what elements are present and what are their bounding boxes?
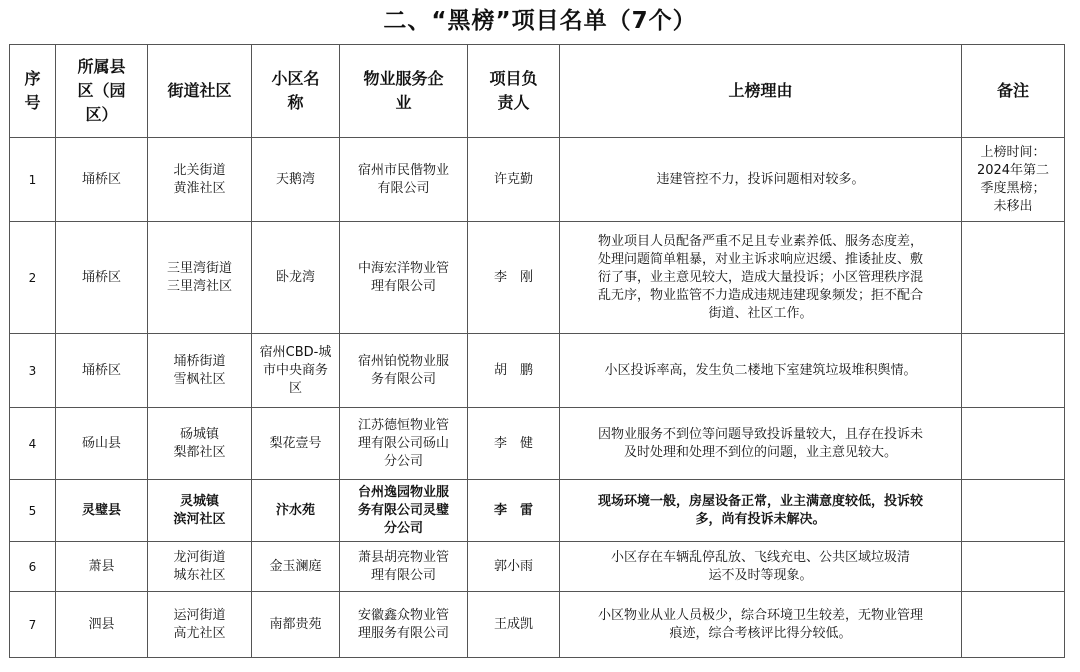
cell-county: 埇桥区	[56, 222, 148, 334]
text-line: 梨都社区	[173, 444, 226, 460]
text-line: 分公司	[383, 520, 423, 536]
cell-street	[148, 222, 252, 334]
text-line: 多，尚有投诉未解决。	[695, 511, 826, 527]
text-line: 季度黑榜；	[980, 180, 1046, 196]
table-row	[10, 592, 1065, 658]
text-line: 责人	[497, 93, 530, 112]
cell-company	[340, 408, 468, 480]
cell-street	[148, 592, 252, 658]
cell-seq: 2	[10, 222, 56, 334]
table-row	[10, 138, 1065, 222]
text-line: 黄淮社区	[173, 180, 226, 196]
text-line: 砀城镇	[179, 426, 219, 442]
cell-remark	[962, 542, 1065, 592]
text-line: 梨花壹号	[269, 435, 322, 451]
text-line: 萧县胡亮物业管	[357, 549, 449, 565]
cell-company	[340, 480, 468, 542]
header-row	[10, 45, 1065, 138]
cell-company	[340, 334, 468, 408]
text-line: 中海宏洋物业管	[357, 260, 449, 276]
text-line: 台州逸园物业服	[357, 484, 449, 500]
cell-manager: 李 雷	[468, 480, 560, 542]
table-row	[10, 542, 1065, 592]
text-line: 卧龙湾	[275, 269, 315, 285]
text-line: 小区名	[271, 69, 320, 88]
cell-street	[148, 138, 252, 222]
cell-manager: 王成凯	[468, 592, 560, 658]
cell-remark	[962, 138, 1065, 222]
text-line: 小区投诉率高，发生负二楼地下室建筑垃圾堆积舆情。	[604, 362, 917, 378]
text-line: 宿州铂悦物业服	[357, 353, 449, 369]
cell-community	[252, 222, 340, 334]
text-line: 南都贵苑	[269, 616, 322, 632]
text-line: 城东社区	[173, 567, 226, 583]
text-line: 龙河街道	[173, 549, 226, 565]
cell-street	[148, 480, 252, 542]
text-line: 分公司	[383, 453, 423, 469]
text-line: 务有限公司灵璧	[357, 502, 449, 518]
text-line: 三里湾社区	[166, 278, 232, 294]
cell-community	[252, 592, 340, 658]
text-line: 区）	[85, 105, 118, 124]
page-title: 二、“黑榜”项目名单（7个）	[383, 8, 697, 34]
text-line: 有限公司	[377, 180, 430, 196]
text-line: 痕迹，综合考核评比得分较低。	[669, 625, 852, 641]
text-line: 埇桥街道	[173, 353, 226, 369]
text-line: 街道、社区工作。	[708, 305, 813, 321]
text-line: 金玉澜庭	[269, 558, 322, 574]
cell-remark	[962, 408, 1065, 480]
cell-seq: 7	[10, 592, 56, 658]
text-line: 衍了事，业主意见较大，造成大量投诉；小区管理秩序混	[597, 269, 923, 285]
cell-reason	[560, 408, 962, 480]
text-line: 号	[24, 93, 41, 112]
cell-seq: 3	[10, 334, 56, 408]
text-line: 项目负	[489, 69, 538, 88]
text-line: 业	[395, 93, 412, 112]
cell-street	[148, 408, 252, 480]
header-manager	[468, 45, 560, 138]
cell-community	[252, 334, 340, 408]
text-line: 乱无序，物业监管不力造成违规违建现象频发；拒不配合	[597, 287, 923, 303]
cell-seq: 1	[10, 138, 56, 222]
text-line: 三里湾街道	[166, 260, 232, 276]
cell-reason	[560, 138, 962, 222]
cell-reason	[560, 222, 962, 334]
cell-reason	[560, 480, 962, 542]
header-company	[340, 45, 468, 138]
cell-seq: 6	[10, 542, 56, 592]
header-street: 街道社区	[148, 45, 252, 138]
cell-reason	[560, 592, 962, 658]
text-line: 小区物业从业人员极少，综合环境卫生较差，无物业管理	[597, 607, 923, 623]
text-line: 北关街道	[173, 162, 226, 178]
cell-remark	[962, 480, 1065, 542]
text-line: 江苏德恒物业管	[357, 417, 449, 433]
text-line: 称	[287, 93, 304, 112]
cell-remark	[962, 334, 1065, 408]
text-line: 物业项目人员配备严重不足且专业素养低、服务态度差，	[597, 233, 923, 249]
text-line: 区	[288, 380, 302, 396]
cell-manager: 李 健	[468, 408, 560, 480]
text-line: 现场环境一般，房屋设备正常，业主满意度较低，投诉较	[597, 493, 923, 509]
cell-street	[148, 542, 252, 592]
table-row	[10, 480, 1065, 542]
cell-community	[252, 480, 340, 542]
cell-community	[252, 542, 340, 592]
cell-manager: 许克勤	[468, 138, 560, 222]
blacklist-table	[9, 44, 1065, 658]
table-row	[10, 222, 1065, 334]
text-line: 雪枫社区	[173, 371, 226, 387]
header-county	[56, 45, 148, 138]
text-line: 市中央商务	[262, 362, 328, 378]
cell-company	[340, 138, 468, 222]
cell-remark	[962, 222, 1065, 334]
text-line: 序	[24, 69, 41, 88]
text-line: 理有限公司	[370, 278, 436, 294]
cell-county: 埇桥区	[56, 138, 148, 222]
text-line: 天鹅湾	[275, 171, 315, 187]
text-line: 宿州市民偕物业	[357, 162, 449, 178]
cell-county: 灵璧县	[56, 480, 148, 542]
text-line: 区（园	[77, 81, 126, 100]
text-line: 所属县	[77, 57, 126, 76]
cell-county: 埇桥区	[56, 334, 148, 408]
cell-community	[252, 408, 340, 480]
text-line: 2024年第二	[976, 162, 1050, 178]
text-line: 及时处理和处理不到位的问题，业主意见较大。	[623, 444, 897, 460]
header-seq	[10, 45, 56, 138]
cell-street	[148, 334, 252, 408]
text-line: 违建管控不力，投诉问题相对较多。	[656, 171, 865, 187]
text-line: 灵城镇	[179, 493, 219, 509]
header-community	[252, 45, 340, 138]
text-line: 物业服务企	[363, 69, 444, 88]
cell-company	[340, 592, 468, 658]
text-line: 未移出	[993, 198, 1033, 214]
text-line: 上榜时间：	[980, 144, 1046, 160]
cell-manager: 胡 鹏	[468, 334, 560, 408]
cell-manager: 郭小雨	[468, 542, 560, 592]
text-line: 务有限公司	[370, 371, 436, 387]
text-line: 理服务有限公司	[357, 625, 449, 641]
text-line: 处理问题简单粗暴，对业主诉求响应迟缓、推诿扯皮、敷	[597, 251, 923, 267]
cell-reason	[560, 542, 962, 592]
cell-seq: 4	[10, 408, 56, 480]
header-remark: 备注	[962, 45, 1065, 138]
cell-reason	[560, 334, 962, 408]
text-line: 运不及时等现象。	[708, 567, 813, 583]
table-row	[10, 334, 1065, 408]
cell-manager: 李 刚	[468, 222, 560, 334]
cell-county: 泗县	[56, 592, 148, 658]
text-line: 因物业服务不到位等问题导致投诉量较大，且存在投诉未	[597, 426, 923, 442]
cell-county: 砀山县	[56, 408, 148, 480]
text-line: 理有限公司砀山	[357, 435, 449, 451]
text-line: 运河街道	[173, 607, 226, 623]
cell-county: 萧县	[56, 542, 148, 592]
cell-seq: 5	[10, 480, 56, 542]
text-line: 高尤社区	[173, 625, 226, 641]
cell-remark	[962, 592, 1065, 658]
text-line: 宿州CBD-城	[259, 344, 332, 360]
text-line: 汴水苑	[275, 502, 315, 518]
text-line: 小区存在车辆乱停乱放、飞线充电、公共区域垃圾清	[610, 549, 910, 565]
cell-company	[340, 222, 468, 334]
text-line: 安徽鑫众物业管	[357, 607, 449, 623]
text-line: 滨河社区	[173, 511, 226, 527]
header-reason: 上榜理由	[560, 45, 962, 138]
table-row	[10, 408, 1065, 480]
cell-company	[340, 542, 468, 592]
cell-community	[252, 138, 340, 222]
text-line: 理有限公司	[370, 567, 436, 583]
table-body	[10, 138, 1065, 658]
